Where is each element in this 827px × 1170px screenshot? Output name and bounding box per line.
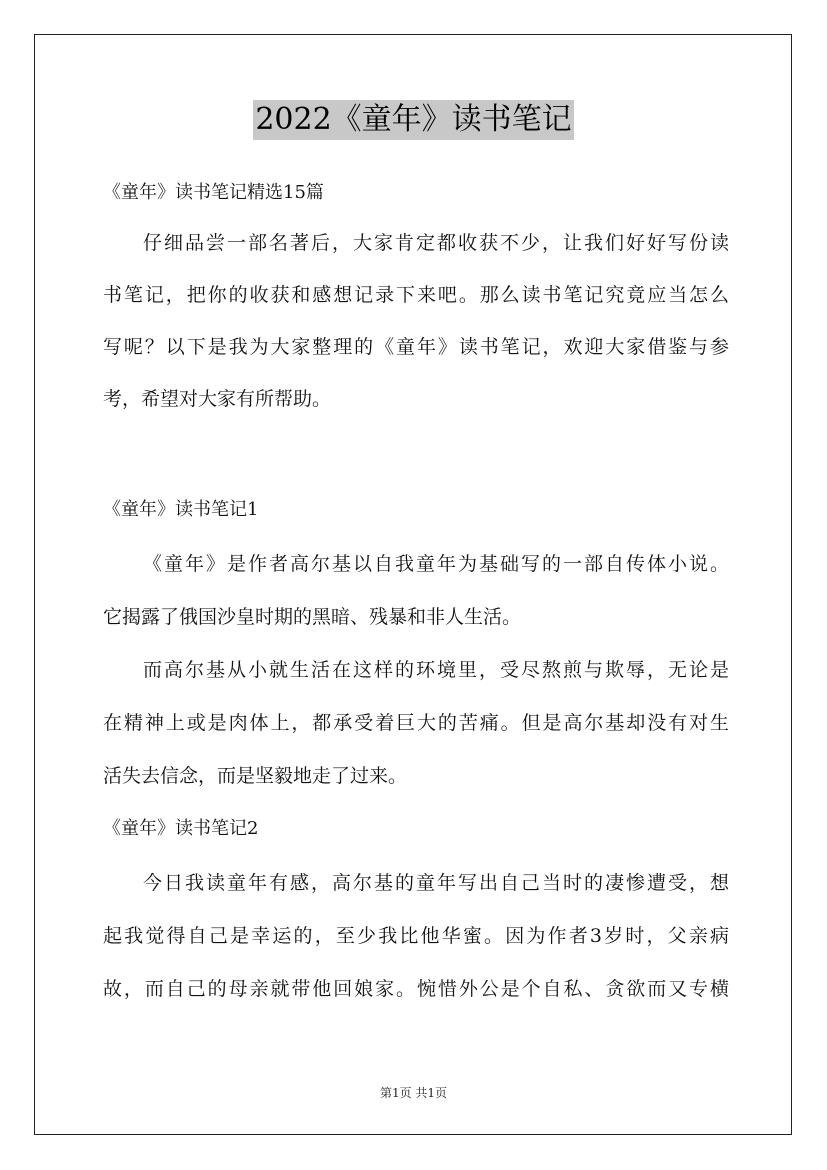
section-2 <box>103 809 729 1009</box>
page-footer: 第1页 共1页 <box>379 1086 448 1100</box>
text-line: 而高尔基从小就生活在这样的环境里，受尽熬煎与欺辱，无论是 <box>143 659 729 681</box>
document-subtitle: 《童年》读书笔记精选15篇 <box>103 182 324 203</box>
document-body <box>103 173 729 1009</box>
text-line: 仔细品尝一部名著后，大家肯定都收获不少，让我们好好写份读 <box>143 232 729 254</box>
spacer <box>103 796 729 809</box>
section-heading: 《童年》读书笔记1 <box>103 499 259 520</box>
text-line: 写呢？以下是我为大家整理的《童年》读书笔记，欢迎大家借鉴与参 <box>103 336 729 358</box>
text-line: 起我觉得自己是幸运的，至少我比他华蜜。因为作者3岁时，父亲病 <box>103 925 729 947</box>
text-line: 《童年》是作者高尔基以自我童年为基础写的一部自传体小说。 <box>143 553 729 575</box>
text-line: 在精神上或是肉体上，都承受着巨大的苦痛。但是高尔基却没有对生 <box>103 712 729 734</box>
section-1 <box>103 490 729 796</box>
title-container <box>0 100 827 140</box>
text-line: 它揭露了俄国沙皇时期的黑暗、残暴和非人生活。 <box>103 606 522 628</box>
text-line: 故，而自己的母亲就带他回娘家。惋惜外公是个自私、贪欲而又专横 <box>103 978 729 1000</box>
text-line: 今日我读童年有感，高尔基的童年写出自己当时的凄惨遭受，想 <box>143 872 729 894</box>
spacer <box>103 419 729 490</box>
text-line: 书笔记，把你的收获和感想记录下来吧。那么读书笔记究竟应当怎么 <box>103 284 729 306</box>
document-title: 2022《童年》读书笔记 <box>253 100 573 140</box>
spacer <box>103 213 729 223</box>
text-line: 考，希望对大家有所帮助。 <box>103 388 332 410</box>
intro-paragraph <box>103 223 729 419</box>
section-heading: 《童年》读书笔记2 <box>103 818 259 839</box>
text-line: 活失去信念，而是坚毅地走了过来。 <box>103 765 408 787</box>
